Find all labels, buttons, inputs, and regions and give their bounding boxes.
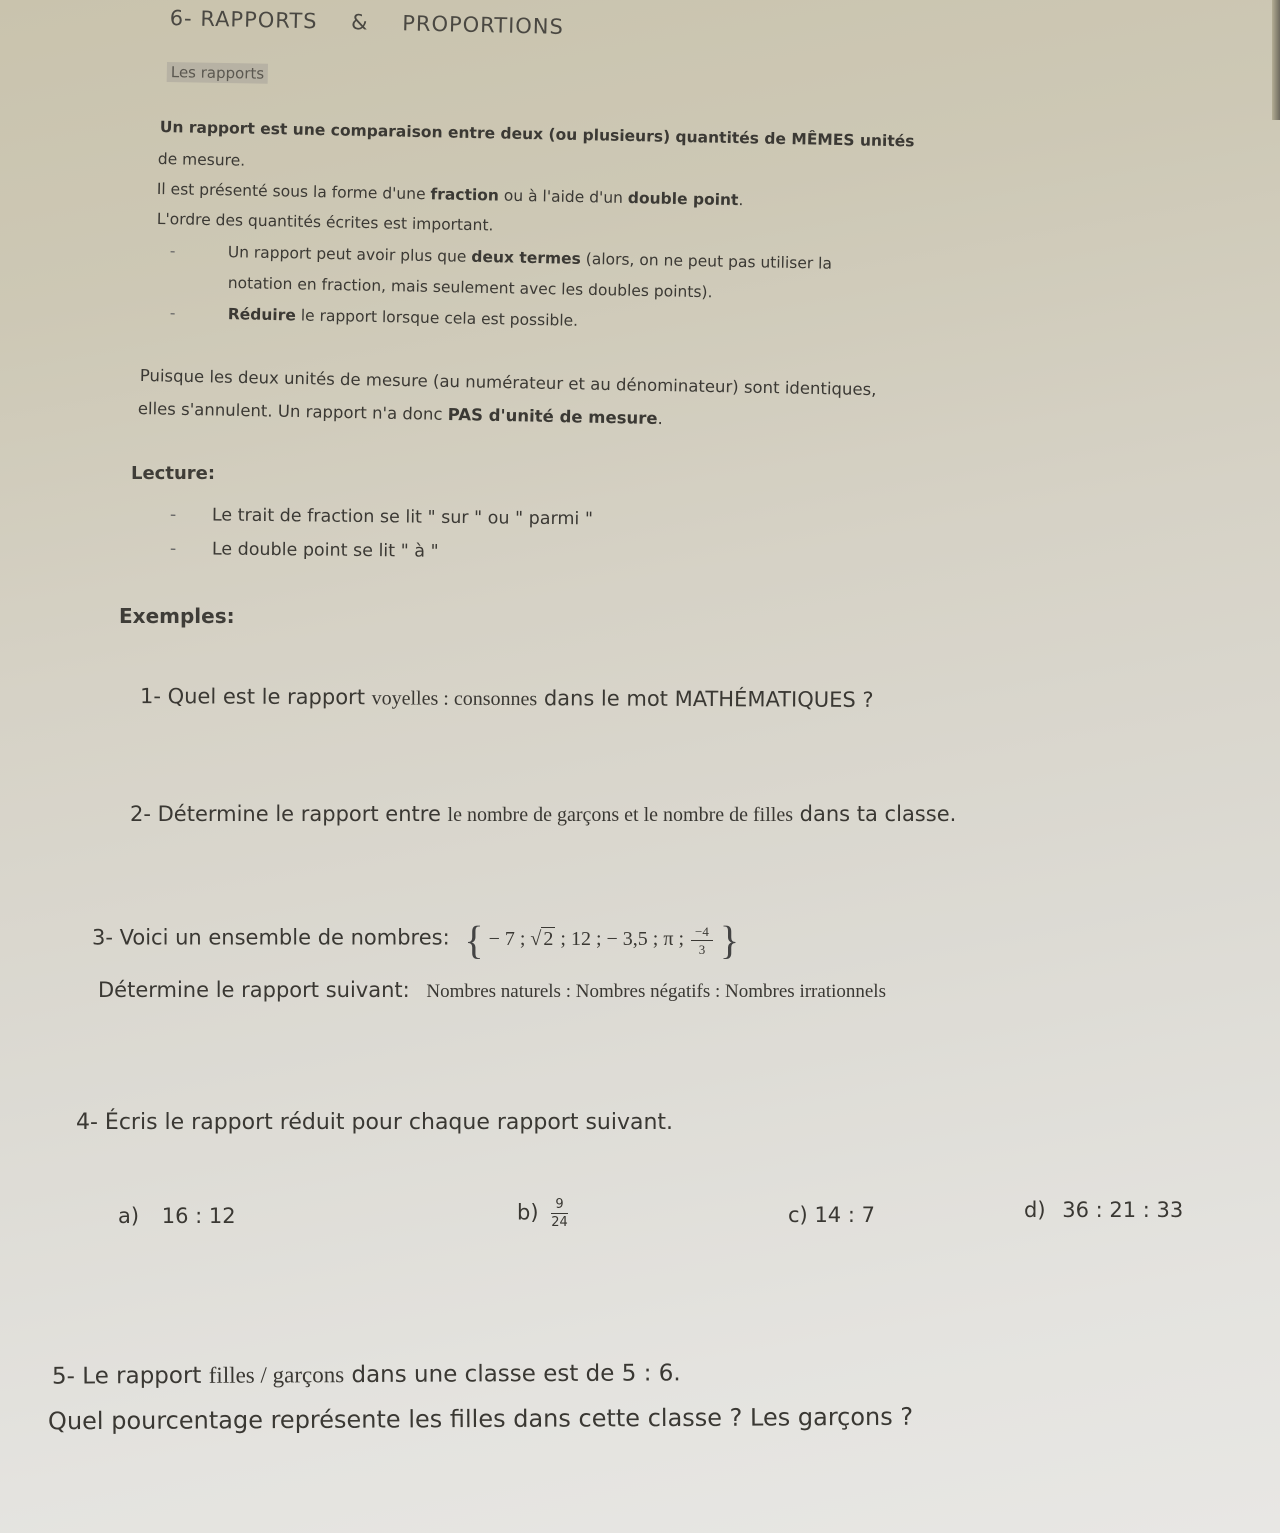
- q4-item-d: [1024, 1198, 1183, 1222]
- title-part2: PROPORTIONS: [401, 11, 565, 39]
- brace-close: }: [719, 917, 740, 962]
- question-3-line-2: [98, 978, 886, 1003]
- bold-text: Réduire: [227, 305, 297, 325]
- examples-heading: Exemples:: [119, 604, 235, 628]
- item-value: 16 : 12: [161, 1204, 236, 1228]
- bold-text: PAS d'unité de mesure: [447, 404, 658, 428]
- definition-line-1: [160, 118, 915, 150]
- text: ou à l'aide d'un: [498, 186, 629, 208]
- title-ampersand: &: [350, 10, 369, 35]
- units-note-line-2: [138, 399, 663, 428]
- sqrt-icon: √: [530, 927, 542, 950]
- item-value: 36 : 21 : 33: [1062, 1198, 1184, 1222]
- title-number: 6-: [169, 6, 193, 31]
- bullet-dash: -: [169, 242, 176, 261]
- question-5-line-2: Quel pourcentage représente les filles dans cette classe ? Les garçons ?: [47, 1402, 914, 1436]
- section-subtitle: Les rapports: [167, 62, 269, 84]
- bullet-dash: -: [169, 505, 177, 526]
- definition-line-3: [157, 180, 744, 209]
- bold-fraction: fraction: [430, 185, 500, 205]
- text: 2- Détermine le rapport entre: [130, 802, 448, 826]
- definition-line-4: L'ordre des quantités écrites est important.: [156, 210, 494, 235]
- question-1: [140, 684, 874, 713]
- item-label: c): [788, 1203, 808, 1227]
- text: dans ta classe.: [792, 802, 957, 826]
- q4-item-a: [118, 1204, 236, 1228]
- question-4: 4- Écris le rapport réduit pour chaque rapport suivant.: [76, 1110, 674, 1135]
- units-note-line-1: Puisque les deux unités de mesure (au numérateur et au dénominateur) sont identiques,: [139, 366, 877, 400]
- bullet-dash: -: [169, 304, 176, 323]
- bold-double-point: double point: [627, 189, 739, 210]
- text: dans une classe est de 5 : 6.: [344, 1360, 681, 1389]
- q4-item-b: [517, 1198, 574, 1229]
- separator: ;: [560, 927, 566, 950]
- denominator: 3: [698, 941, 706, 957]
- serif-text: le nombre de garçons et le nombre de filles: [447, 804, 793, 826]
- fraction: [691, 925, 713, 956]
- number-set: [464, 917, 740, 962]
- item-label: d): [1024, 1198, 1046, 1222]
- text: 3- Voici un ensemble de nombres:: [92, 925, 450, 950]
- bold-text: deux termes: [471, 247, 582, 268]
- definition-text: Un rapport est une comparaison entre deux (ou plusieurs) quantités de MÊMES unités: [159, 118, 915, 151]
- text: .: [657, 408, 663, 429]
- sqrt-two: [530, 928, 555, 951]
- text: elles s'annulent. Un rapport n'a donc: [137, 399, 448, 424]
- separator: ;: [519, 927, 526, 950]
- serif-text: Nombres naturels : Nombres négatifs : Nombres irrationnels: [426, 981, 886, 1002]
- title-part1: RAPPORTS: [200, 6, 318, 34]
- text: Le double point se lit " à ": [211, 539, 439, 562]
- bullet-item-2: [170, 304, 579, 330]
- page-title: [169, 6, 564, 39]
- numerator: −4: [691, 925, 713, 941]
- bullet-dash: -: [169, 539, 177, 560]
- text: Le trait de fraction se lit " sur " ou " parmi ": [211, 505, 594, 530]
- set-item: − 7: [488, 927, 515, 950]
- bullet-item-1-line-2: notation en fraction, mais seulement avec les doubles points).: [227, 274, 713, 302]
- denominator: 24: [551, 1215, 568, 1230]
- separator: ;: [652, 927, 659, 950]
- lecture-heading: Lecture:: [131, 463, 216, 484]
- item-label: a): [118, 1204, 140, 1228]
- separator: ;: [595, 927, 602, 950]
- text: 1- Quel est le rapport: [139, 684, 372, 710]
- text: Il est présenté sous la forme d'une: [156, 180, 431, 204]
- set-item: 12: [570, 927, 591, 950]
- question-3: [92, 917, 740, 962]
- set-item: − 3,5: [606, 927, 648, 950]
- separator: ;: [678, 927, 685, 950]
- definition-line-2: de mesure.: [157, 150, 246, 170]
- numerator: 9: [551, 1198, 567, 1214]
- text: 5- Le rapport: [51, 1362, 209, 1390]
- text: .: [738, 191, 744, 210]
- lecture-item-1: [170, 505, 593, 529]
- q4-item-c: [788, 1203, 875, 1227]
- radicand: 2: [543, 927, 554, 950]
- brace-open: {: [464, 917, 484, 962]
- paper-edge-shadow: [1272, 0, 1280, 120]
- question-2: [130, 802, 956, 827]
- serif-text: voyelles : consonnes: [371, 687, 538, 711]
- text: (alors, on ne peut pas utiliser la: [580, 249, 833, 273]
- question-5: [52, 1360, 681, 1389]
- item-value: 14 : 7: [814, 1203, 875, 1227]
- serif-text: filles / garçons: [208, 1362, 345, 1388]
- item-label: b): [517, 1200, 539, 1225]
- text: Détermine le rapport suivant:: [98, 978, 410, 1002]
- fraction: [547, 1198, 572, 1229]
- lecture-item-2: [170, 539, 439, 562]
- text: dans le mot MATHÉMATIQUES ?: [537, 686, 874, 712]
- text: Un rapport peut avoir plus que: [227, 243, 472, 266]
- set-item: π: [663, 927, 674, 950]
- bullet-item-1: [170, 242, 832, 273]
- text: le rapport lorsque cela est possible.: [295, 306, 579, 330]
